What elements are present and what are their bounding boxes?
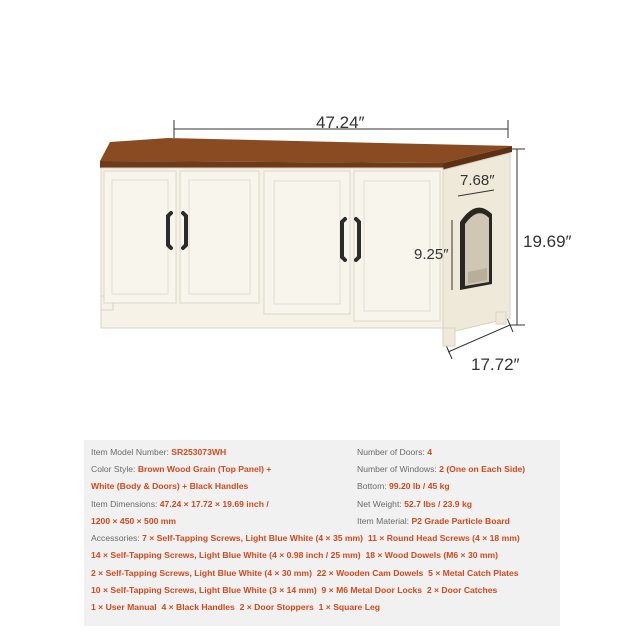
spec-panel [84,440,560,626]
spec-color-line-2 [91,480,248,492]
accessory-item: 22 × Wooden Cam Dowels [316,568,424,578]
door-left-1 [104,171,176,303]
accessory-item: 1 × User Manual [91,602,157,612]
spec-color [91,463,271,475]
spec-windows-label: Number of Windows: [357,464,437,474]
spec-dimensions-value-2: 1200 × 450 × 500 mm [91,516,177,526]
accessory-item: 10 × Self-Tapping Screws, Light Blue White (3 × 14 mm) [91,585,317,595]
opening-width-label: 7.68″ [460,172,495,189]
spec-weight-value: 52.7 lbs / 23.9 kg [404,499,472,509]
spec-model-label: Item Model Number: [91,447,169,457]
spec-material-label: Item Material: [357,516,410,526]
accessory-item: 14 × Self-Tapping Screws, Light Blue White (4 × 0.98 inch / 25 mm) [91,550,361,560]
accessory-item: 9 × M6 Metal Door Locks [321,585,423,595]
spec-bottom [357,480,450,492]
spec-doors-label: Number of Doors: [357,447,425,457]
top-panel [100,138,512,170]
accessories-row-1 [91,532,520,544]
spec-color-label: Color Style: [91,464,136,474]
accessory-item: 18 × Wood Dowels (M6 × 30 mm) [365,550,499,560]
spec-model-value: SR253073WH [171,447,227,457]
spec-windows [357,463,525,475]
spec-doors-value: 4 [427,447,432,457]
depth-label: 17.72″ [471,355,520,374]
accessory-item: 1 × Square Leg [318,602,380,612]
spec-weight [357,498,472,510]
side-window-opening [460,208,492,290]
spec-bottom-value: 99.20 lb / 45 kg [389,481,450,491]
spec-dimensions [91,498,269,510]
spec-material-value: P2 Grade Particle Board [411,516,510,526]
accessory-item: 2 × Door Catches [426,585,498,595]
door-right-1 [264,171,350,314]
accessory-item: 4 × Black Handles [161,602,235,612]
accessories-row-2 [91,549,498,561]
spec-dimensions-line-2 [91,515,176,527]
spec-dimensions-label: Item Dimensions: [91,499,158,509]
width-label: 47.24″ [316,113,365,132]
opening-height-label: 9.25″ [414,246,449,263]
accessories-row-5 [91,601,380,613]
accessory-item: 2 × Door Stoppers [239,602,314,612]
spec-weight-label: Net Weight: [357,499,402,509]
spec-dimensions-value-1: 47.24 × 17.72 × 19.69 inch / [159,499,269,509]
spec-material [357,515,510,527]
spec-doors [357,446,432,458]
spec-windows-value: 2 (One on Each Side) [439,464,526,474]
height-label: 19.69″ [523,232,572,251]
accessories-row-3 [91,567,519,579]
accessory-item: 2 × Self-Tapping Screws, Light Blue White (4 × 30 mm) [91,568,312,578]
spec-model [91,446,226,458]
door-left-2 [180,171,259,303]
accessories-label: Accessories: [91,533,140,543]
accessories-row-4 [91,584,497,596]
accessory-item: 7 × Self-Tapping Screws, Light Blue White (4 × 35 mm) [142,533,364,543]
accessory-item: 11 × Round Head Screws (4 × 18 mm) [367,533,520,543]
accessory-item: 5 × Metal Catch Plates [428,568,519,578]
spec-bottom-label: Bottom: [357,481,387,491]
spec-color-value-1: Brown Wood Grain (Top Panel) + [137,464,272,474]
spec-color-value-2: White (Body & Doors) + Black Handles [91,481,249,491]
